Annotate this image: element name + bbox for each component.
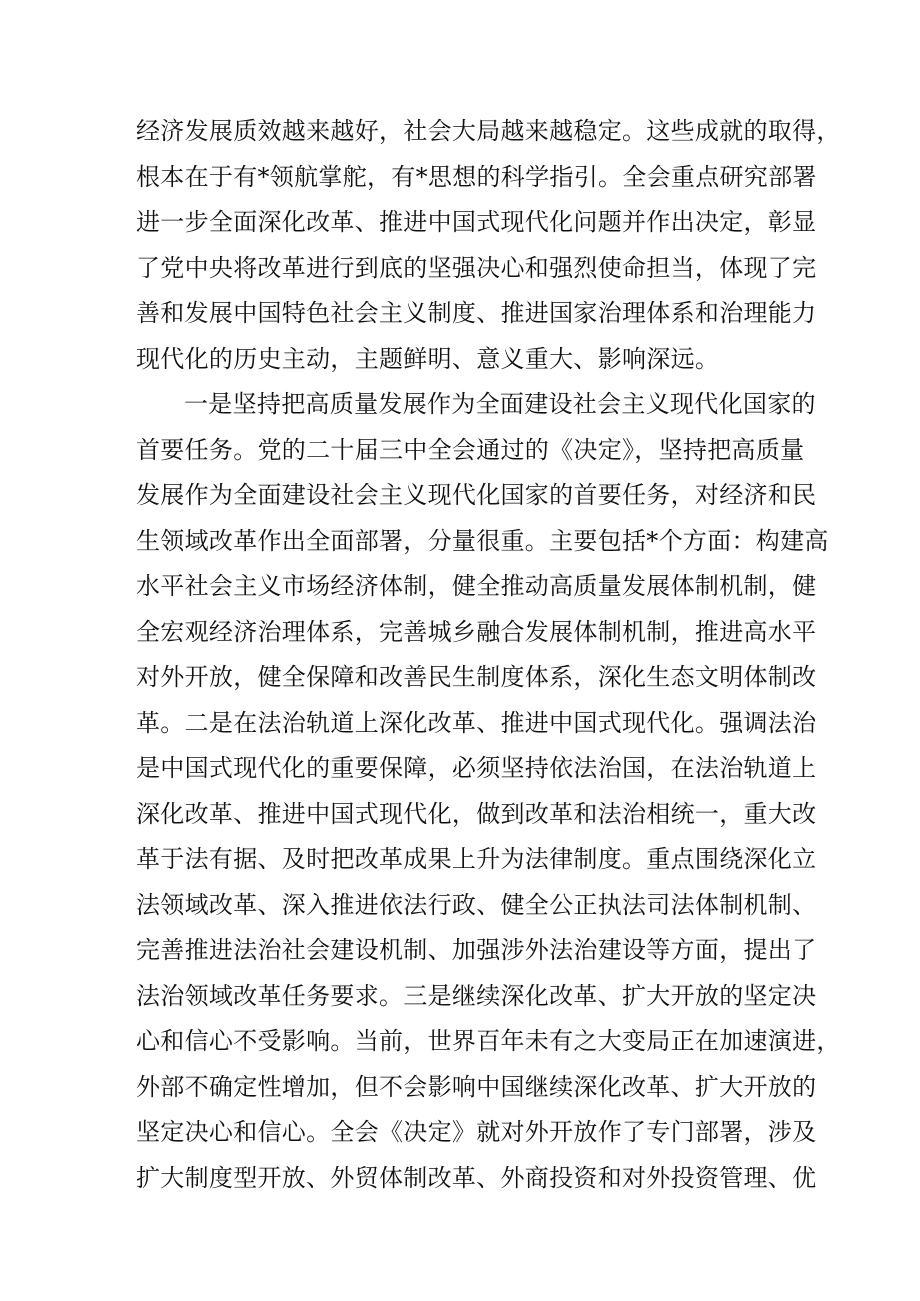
text-line: 善和发展中国特色社会主义制度、推进国家治理体系和治理能力 (136, 299, 817, 327)
text-line: 外部不确定性增加，但不会影响中国继续深化改革、扩大开放的 (136, 1072, 817, 1101)
text-line: 是中国式现代化的重要保障，必须坚持依法治国，在法治轨道上 (136, 754, 817, 782)
text-line: 首要任务。党的二十届三中全会通过的《决定》，坚持把高质量 (136, 435, 805, 464)
text-line: 一是坚持把高质量发展作为全面建设社会主义现代化国家的 (184, 390, 816, 418)
text-line: 进一步全面深化改革、推进中国式现代化问题并作出决定，彰显 (136, 208, 817, 236)
text-line: 了党中央将改革进行到底的坚强决心和强烈使命担当，体现了完 (136, 253, 817, 282)
text-line: 根本在于有*领航掌舵，有*思想的科学指引。全会重点研究部署 (136, 162, 817, 191)
text-line: 坚定决心和信心。全会《决定》就对外开放作了专门部署，涉及 (136, 1118, 817, 1146)
text-line: 全宏观经济治理体系，完善城乡融合发展体制机制，推进高水平 (136, 617, 817, 646)
text-line: 水平社会主义市场经济体制，健全推动高质量发展体制机制，健 (136, 572, 817, 600)
text-line: 革。二是在法治轨道上深化改革、推进中国式现代化。强调法治 (136, 708, 817, 737)
body-text (136, 109, 841, 1201)
text-line: 经济发展质效越来越好，社会大局越来越稳定。这些成就的取得， (136, 117, 841, 145)
text-line: 对外开放，健全保障和改善民生制度体系，深化生态文明体制改 (136, 663, 817, 691)
text-line: 革于法有据、及时把改革成果上升为法律制度。重点围绕深化立 (136, 845, 817, 873)
text-line: 法领域改革、深入推进依法行政、健全公正执法司法体制机制、 (136, 890, 817, 919)
text-line: 完善推进法治社会建设机制、加强涉外法治建设等方面，提出了 (136, 936, 817, 964)
text-line: 心和信心不受影响。当前，世界百年未有之大变局正在加速演进， (136, 1027, 841, 1055)
text-line: 法治领域改革任务要求。三是继续深化改革、扩大开放的坚定决 (136, 981, 817, 1010)
text-line: 生领域改革作出全面部署，分量很重。主要包括*个方面：构建高 (136, 526, 829, 555)
text-line: 现代化的历史主动，主题鲜明、意义重大、影响深远。 (136, 344, 720, 373)
text-line: 深化改革、推进中国式现代化，做到改革和法治相统一，重大改 (136, 799, 817, 828)
text-line: 发展作为全面建设社会主义现代化国家的首要任务，对经济和民 (136, 481, 817, 509)
text-line: 扩大制度型开放、外贸体制改革、外商投资和对外投资管理、优 (136, 1163, 817, 1192)
